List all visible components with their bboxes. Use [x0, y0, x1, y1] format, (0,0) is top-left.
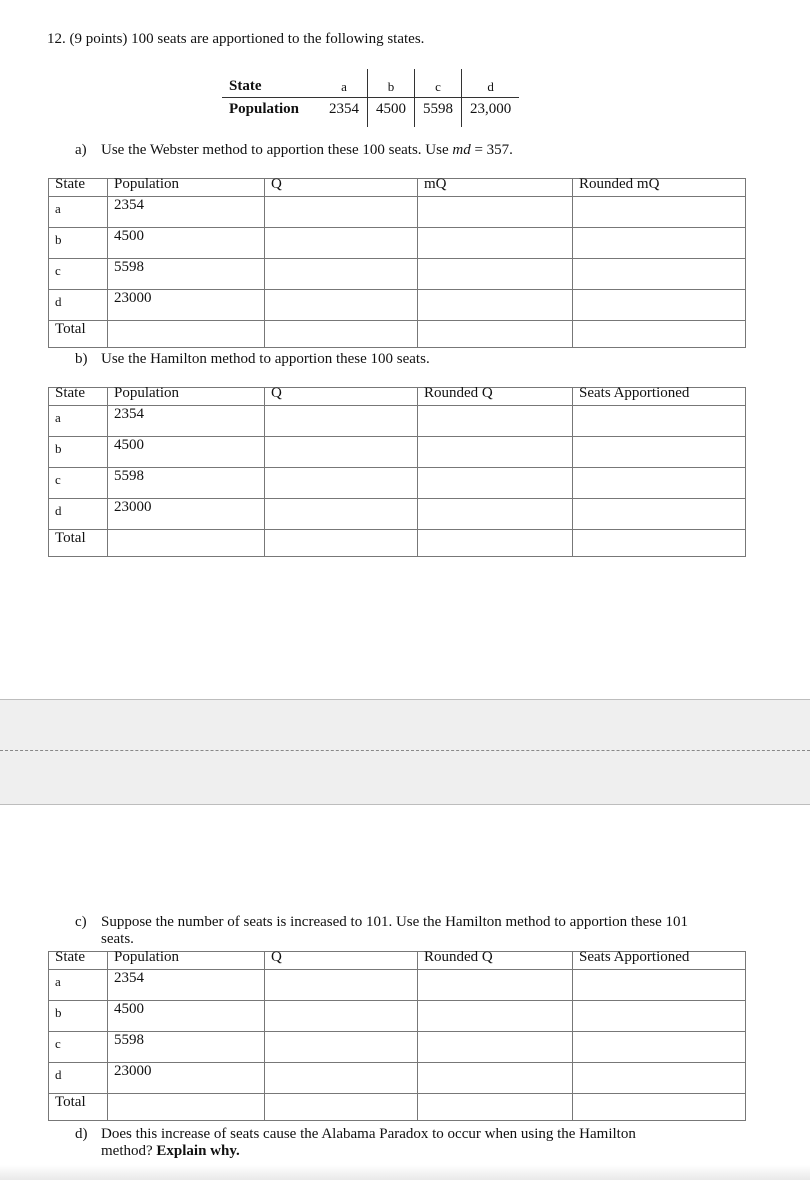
header-rounded-mq: Rounded mQ: [573, 179, 746, 197]
population-cell: 5598: [108, 259, 265, 290]
seats-cell[interactable]: [573, 1063, 746, 1094]
header-q: Q: [265, 952, 418, 970]
population-cell: 23000: [108, 1063, 265, 1094]
rounded-q-cell[interactable]: [418, 530, 573, 557]
population-cell: 4500: [108, 437, 265, 468]
state-row-label: State: [222, 69, 321, 98]
population-row-label: Population: [229, 101, 300, 117]
header-q: Q: [265, 179, 418, 197]
part-c-text-line1: Suppose the number of seats is increased to 101. Use the Hamilton method to apportion these 101: [101, 914, 688, 930]
seats-cell[interactable]: [573, 499, 746, 530]
table-row: [49, 1032, 746, 1063]
part-c-letter: c): [75, 914, 87, 930]
q-cell[interactable]: [265, 228, 418, 259]
q-cell[interactable]: [265, 406, 418, 437]
header-seats-apportioned: Seats Apportioned: [573, 952, 746, 970]
page-break-line: [0, 750, 810, 751]
population-c: 5598: [415, 98, 462, 128]
state-cell: b: [49, 228, 108, 259]
part-a-letter: a): [75, 142, 87, 158]
header-population: Population: [108, 952, 265, 970]
part-c-prompt: [75, 914, 688, 948]
population-cell[interactable]: [108, 321, 265, 348]
header-population: Population: [108, 388, 265, 406]
table-row: [49, 290, 746, 321]
total-label: Total: [49, 1094, 108, 1121]
state-cell: c: [49, 468, 108, 499]
rounded-mq-cell[interactable]: [573, 321, 746, 348]
table-row: [49, 437, 746, 468]
mq-cell[interactable]: [418, 228, 573, 259]
part-d-prompt: [75, 1126, 636, 1160]
question-title: 12. (9 points) 100 seats are apportioned to the following states.: [47, 31, 425, 47]
state-cell: a: [49, 406, 108, 437]
state-cell: a: [49, 197, 108, 228]
table-row: [49, 197, 746, 228]
population-cell: 23000: [108, 290, 265, 321]
rounded-q-cell[interactable]: [418, 1032, 573, 1063]
rounded-q-cell[interactable]: [418, 468, 573, 499]
total-row: [49, 1094, 746, 1121]
seats-cell[interactable]: [573, 1032, 746, 1063]
header-rounded-q: Rounded Q: [418, 952, 573, 970]
header-state: State: [49, 179, 108, 197]
population-cell[interactable]: [108, 1094, 265, 1121]
part-b-letter: b): [75, 351, 88, 367]
state-cell: a: [49, 970, 108, 1001]
seats-cell[interactable]: [573, 437, 746, 468]
page-break: [0, 699, 810, 805]
part-d-letter: d): [75, 1126, 88, 1142]
table-row: [49, 499, 746, 530]
table-row: [49, 259, 746, 290]
total-row: [49, 321, 746, 348]
rounded-q-cell[interactable]: [418, 437, 573, 468]
part-c-text-line2: seats.: [101, 931, 134, 947]
state-b-header: b: [368, 69, 415, 98]
table-row: [49, 1063, 746, 1094]
state-d-header: d: [462, 69, 520, 98]
q-cell[interactable]: [265, 1094, 418, 1121]
seats-cell[interactable]: [573, 530, 746, 557]
part-a-text-end: = 357.: [470, 142, 513, 158]
rounded-mq-cell[interactable]: [573, 197, 746, 228]
seats-cell[interactable]: [573, 406, 746, 437]
header-population: Population: [108, 179, 265, 197]
table-row: [49, 1001, 746, 1032]
part-a-prompt: [75, 142, 513, 159]
hamilton-table-100: [48, 387, 746, 557]
population-cell: 23000: [108, 499, 265, 530]
part-a-text-start: Use the Webster method to apportion these 100 seats. Use: [101, 142, 453, 158]
total-row: [49, 530, 746, 557]
rounded-mq-cell[interactable]: [573, 259, 746, 290]
state-cell: d: [49, 499, 108, 530]
population-cell: 2354: [108, 406, 265, 437]
rounded-q-cell[interactable]: [418, 1094, 573, 1121]
webster-table: [48, 178, 746, 348]
seats-cell[interactable]: [573, 1001, 746, 1032]
header-state: State: [49, 388, 108, 406]
population-b: 4500: [368, 98, 415, 128]
table-row: [49, 970, 746, 1001]
header-q: Q: [265, 388, 418, 406]
population-a: 2354: [329, 101, 360, 117]
population-cell: 2354: [108, 197, 265, 228]
table-row: [49, 228, 746, 259]
rounded-q-cell[interactable]: [418, 499, 573, 530]
q-cell[interactable]: [265, 437, 418, 468]
seats-cell[interactable]: [573, 970, 746, 1001]
q-cell[interactable]: [265, 290, 418, 321]
state-cell: d: [49, 290, 108, 321]
q-cell[interactable]: [265, 970, 418, 1001]
seats-cell[interactable]: [573, 1094, 746, 1121]
population-table: [222, 69, 519, 127]
state-c-header: c: [415, 69, 462, 98]
header-mq: mQ: [418, 179, 573, 197]
q-cell[interactable]: [265, 1001, 418, 1032]
q-cell[interactable]: [265, 1063, 418, 1094]
q-cell[interactable]: [265, 499, 418, 530]
rounded-q-cell[interactable]: [418, 406, 573, 437]
rounded-mq-cell[interactable]: [573, 290, 746, 321]
state-cell: b: [49, 1001, 108, 1032]
mq-cell[interactable]: [418, 321, 573, 348]
population-cell: 4500: [108, 228, 265, 259]
state-cell: d: [49, 1063, 108, 1094]
part-d-text-line1: Does this increase of seats cause the Alabama Paradox to occur when using the Hamilton: [101, 1126, 636, 1142]
hamilton-table-101: [48, 951, 746, 1121]
q-cell[interactable]: [265, 321, 418, 348]
state-cell: c: [49, 259, 108, 290]
header-state: State: [49, 952, 108, 970]
population-d: 23,000: [462, 98, 520, 128]
rounded-mq-cell[interactable]: [573, 228, 746, 259]
header-rounded-q: Rounded Q: [418, 388, 573, 406]
table-row: [49, 468, 746, 499]
mq-cell[interactable]: [418, 197, 573, 228]
part-b-prompt: [75, 351, 430, 368]
seats-cell[interactable]: [573, 468, 746, 499]
table-row: [49, 406, 746, 437]
total-label: Total: [49, 321, 108, 348]
q-cell[interactable]: [265, 259, 418, 290]
part-d-text-line2: method? Explain why.: [101, 1143, 240, 1159]
part-b-text: Use the Hamilton method to apportion these 100 seats.: [101, 351, 430, 367]
header-seats-apportioned: Seats Apportioned: [573, 388, 746, 406]
population-cell: 2354: [108, 970, 265, 1001]
population-cell: 5598: [108, 1032, 265, 1063]
q-cell[interactable]: [265, 1032, 418, 1063]
rounded-q-cell[interactable]: [418, 1063, 573, 1094]
total-label: Total: [49, 530, 108, 557]
rounded-q-cell[interactable]: [418, 1001, 573, 1032]
rounded-q-cell[interactable]: [418, 970, 573, 1001]
q-cell[interactable]: [265, 468, 418, 499]
mq-cell[interactable]: [418, 290, 573, 321]
mq-cell[interactable]: [418, 259, 573, 290]
population-cell: 4500: [108, 1001, 265, 1032]
state-a-header: a: [321, 69, 368, 98]
page-bottom-shadow: [0, 1165, 810, 1180]
md-symbol: md: [452, 142, 471, 158]
q-cell[interactable]: [265, 197, 418, 228]
explain-why-bold: Explain why.: [156, 1143, 240, 1159]
population-cell[interactable]: [108, 530, 265, 557]
state-cell: b: [49, 437, 108, 468]
population-cell: 5598: [108, 468, 265, 499]
state-cell: c: [49, 1032, 108, 1063]
q-cell[interactable]: [265, 530, 418, 557]
